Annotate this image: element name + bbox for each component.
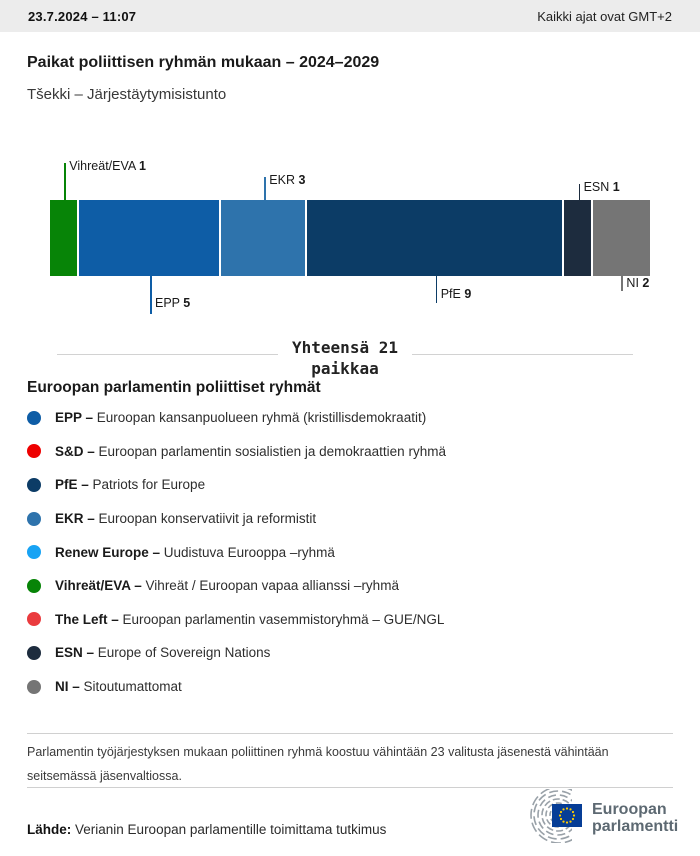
callout-seat-count: 3 — [298, 173, 306, 187]
callout-label-EKR — [269, 173, 305, 187]
legend-color-dot — [27, 512, 41, 526]
legend-color-dot — [27, 545, 41, 559]
legend-group-name: Patriots for Europe — [92, 477, 206, 493]
legend-color-dot — [27, 680, 41, 694]
legend-item-ESN — [27, 636, 677, 670]
legend-group-name: Vihreät / Euroopan vapaa allianssi –ryhmä — [145, 578, 399, 594]
legend-group-name: Uudistuva Eurooppa –ryhmä — [163, 544, 335, 560]
page-subtitle: Tšekki – Järjestäytymisistunto — [27, 86, 227, 103]
legend-color-dot — [27, 579, 41, 593]
legend-item-EPP — [27, 401, 677, 435]
logo-text-line2: parlamentti — [592, 818, 679, 835]
callout-seat-count: 2 — [642, 276, 650, 290]
legend-group-name: Euroopan parlamentin vasemmistoryhmä – GUE/NGL — [122, 611, 445, 627]
callout-label-PfE — [441, 287, 472, 301]
logo-text-line1: Euroopan — [592, 801, 667, 818]
legend-group-name: Sitoutumattomat — [83, 679, 182, 695]
callout-label-EPP — [155, 296, 190, 310]
callout-label-ESN — [584, 180, 620, 194]
callout-label-Vihreät/EVA — [69, 159, 146, 173]
legend-color-dot — [27, 646, 41, 660]
callout-group-name: ESN — [583, 180, 613, 194]
legend-group-name: Europe of Sovereign Nations — [97, 645, 271, 661]
divider-top — [27, 733, 673, 734]
bar-segment-EPP — [79, 200, 222, 276]
legend-item-EKR — [27, 502, 677, 536]
legend-item-The Left — [27, 603, 677, 637]
callout-tick-NI — [621, 276, 623, 291]
callout-seat-count: 1 — [139, 159, 146, 173]
european-parliament-logo[interactable] — [514, 789, 698, 843]
legend-color-dot — [27, 612, 41, 626]
callout-seat-count: 1 — [612, 180, 620, 194]
callout-group-name: PfE — [440, 287, 465, 301]
bar-segment-ESN — [564, 200, 593, 276]
legend-group-abbr: S&D – — [55, 443, 99, 459]
callout-tick-PfE — [436, 276, 438, 303]
total-seats-label: Yhteensä 21 paikkaa — [292, 338, 398, 378]
legend-group-abbr: EKR – — [55, 511, 99, 527]
source-label: Lähde: — [27, 822, 72, 837]
legend-group-abbr: NI – — [55, 679, 84, 695]
legend-item-Renew Europe — [27, 535, 677, 569]
callout-seat-count: 5 — [183, 296, 191, 310]
legend-group-abbr: The Left – — [55, 611, 123, 627]
legend-item-Vihreät/EVA — [27, 569, 677, 603]
timezone-label: Kaikki ajat ovat GMT+2 — [537, 8, 672, 24]
seat-bar — [50, 200, 650, 276]
legend-group-name: Euroopan konservatiivit ja reformistit — [98, 511, 317, 527]
legend-heading: Euroopan parlamentin poliittiset ryhmät — [27, 379, 321, 396]
source-line — [27, 822, 386, 837]
callout-tick-ESN — [579, 184, 581, 200]
legend-list — [27, 401, 677, 703]
bar-segment-PfE — [307, 200, 564, 276]
legend-group-name: Euroopan kansanpuolueen ryhmä (kristillisdemokraatit) — [96, 410, 427, 426]
callout-group-name: EKR — [269, 173, 299, 187]
legend-item-S&D — [27, 435, 677, 469]
callout-group-name: Vihreät/EVA — [69, 159, 140, 173]
callout-tick-EKR — [264, 177, 266, 200]
legend-item-NI — [27, 670, 677, 704]
legend-group-name: Euroopan parlamentin sosialistien ja demokraattien ryhmä — [98, 443, 446, 459]
source-text: Verianin Euroopan parlamentille toimittama tutkimus — [71, 822, 387, 837]
divider-bottom — [27, 787, 673, 788]
legend-color-dot — [27, 411, 41, 425]
legend-group-abbr: Vihreät/EVA – — [55, 578, 146, 594]
total-seats-row — [57, 337, 633, 379]
callout-tick-Vihreät/EVA — [64, 163, 66, 200]
callout-label-NI — [626, 276, 649, 290]
legend-color-dot — [27, 444, 41, 458]
bar-segment-Vihreät/EVA — [50, 200, 79, 276]
right-divider-line — [412, 354, 633, 355]
bar-segment-EKR — [221, 200, 307, 276]
callout-group-name: EPP — [155, 296, 184, 310]
legend-group-abbr: EPP – — [55, 410, 97, 426]
legend-item-PfE — [27, 468, 677, 502]
left-divider-line — [57, 354, 278, 355]
callout-seat-count: 9 — [464, 287, 472, 301]
page-title: Paikat poliittisen ryhmän mukaan – 2024–2029 — [27, 54, 380, 71]
legend-color-dot — [27, 478, 41, 492]
callout-tick-EPP — [150, 276, 152, 314]
top-info-bar — [0, 0, 700, 32]
footnote-text: Parlamentin työjärjestyksen mukaan poliittinen ryhmä koostuu vähintään 23 valitusta jäsenestä vähintään seitsemässä jäsenvaltiossa. — [27, 745, 609, 783]
legend-group-abbr: PfE – — [55, 477, 93, 493]
callout-group-name: NI — [626, 276, 643, 290]
bar-segment-NI — [593, 200, 650, 276]
eu-flag-icon — [552, 804, 582, 827]
legend-group-abbr: ESN – — [55, 645, 98, 661]
legend-group-abbr: Renew Europe – — [55, 544, 164, 560]
datetime-label: 23.7.2024 – 11:07 — [28, 8, 137, 24]
